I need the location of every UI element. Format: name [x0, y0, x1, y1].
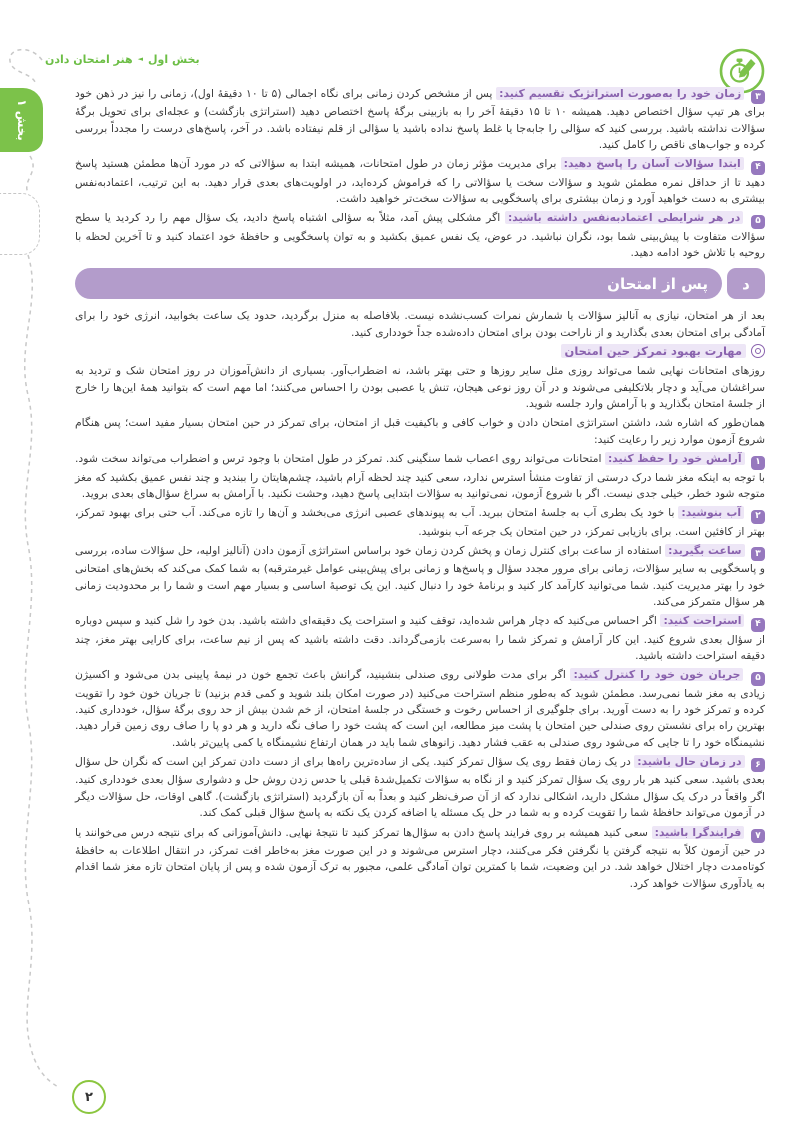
item-number-badge: ۱	[751, 456, 765, 470]
item-number-badge: ۳	[751, 90, 765, 104]
item-number-badge: ۵	[751, 672, 765, 686]
item-keyword: جریان خون خود را کنترل کنید:	[570, 668, 743, 681]
item-number-badge: ۶	[751, 758, 765, 772]
item-text: سعی کنید همیشه بر روی فرایند پاسخ دادن به سؤال‌ها تمرکز کنید تا نتیجهٔ نهایی. دانش‌آموزانی که برای نتیجه درس می‌خوانند یا در حین آزمون کلاً به نتیجه گرفتن یا نگرفتن فکر می‌کنند، دچار استرس می‌شوند و در این صورت مغز به‌خاطر افت تمرکز، در انتقال اطلاعات به حافظهٔ کوتاه‌مدت دچار اختلال خواهد شد. در این وضعیت، شما با کمترین توان آمادگی علمی، مجبور به ترک آزمون شده و پس از پایان امتحان تازه مغز شما اقدام به یادآوری سؤالات خواهد کرد.	[75, 825, 765, 890]
item-keyword: فرایندگرا باشید:	[652, 826, 745, 839]
item-keyword: آرامش خود را حفظ کنید:	[605, 452, 745, 465]
item-text: پس از مشخص کردن زمانی برای نگاه اجمالی (۵ تا ۱۰ دقیقهٔ اول)، زمانی را نیز در ذهن خود برای هر تیپ سؤال اختصاص دهید. همیشه ۱۰ تا ۱۵ دقیقهٔ آخر را به بازبینی برگهٔ پاسخ اختصاص دهید (استراتژی بازگشت) و عجله‌ای برای تحویل برگهٔ سؤالات نداشته باشید. بررسی کنید که سؤالی را جابه‌جا یا غلط پاسخ نداده باشید یا سؤالی از قلم نیفتاده باشد. در آخر، پاسخ‌های درست را مجدداً بررسی کرده و جواب‌های ناقص را کامل کنید.	[75, 87, 765, 152]
item-keyword: آب بنوشید:	[678, 506, 744, 519]
section-letter-badge: د	[727, 268, 765, 299]
tip-item	[75, 754, 765, 821]
part-tab-label: بخش ۱	[14, 99, 29, 141]
item-keyword: در زمان حال باشید:	[634, 755, 744, 768]
section-intro: بعد از هر امتحان، نیازی به آنالیز سؤالات یا شمارش نمرات کسب‌نشده نیست. بلافاصله به منزل برگردید، حدود یک ساعت بخوابید، انرژی خود را برای آمادگی برای امتحان بعدی بگذارید و از ناراحت بودن برای امتحان داده‌شده جداً خودداری کنید.	[75, 309, 765, 339]
tip-item	[75, 156, 765, 207]
item-keyword: استراحت کنید:	[660, 614, 744, 627]
item-number-badge: ۴	[751, 161, 765, 175]
item-keyword: زمان خود را به‌صورت استراتژیک تقسیم کنید:	[496, 87, 744, 100]
page-number-value: ۲	[85, 1089, 93, 1105]
item-keyword: ساعت بگیرید:	[665, 544, 744, 557]
item-number-badge: ۵	[751, 215, 765, 229]
tip-item	[75, 613, 765, 664]
item-text: با خود یک بطری آب به جلسهٔ امتحان ببرید. آب به پیوندهای عصبی انرژی می‌بخشد و آن‌ها را تازه می‌کند. آب حتی برای بهبود تمرکز، بهتر از کافئین است. برای بازیابی تمرکز، در حین امتحان یک جرعه آب بنوشید.	[75, 506, 765, 538]
tip-item	[75, 451, 765, 502]
page-number	[72, 1080, 106, 1114]
tip-item	[75, 825, 765, 892]
subheading	[75, 344, 765, 358]
item-number-badge: ۳	[751, 547, 765, 561]
section-title-pill	[75, 268, 722, 299]
running-head-title: هنر امتحان دادن	[45, 53, 133, 66]
section-header	[75, 268, 765, 299]
item-number-badge: ۴	[751, 618, 765, 632]
tip-item	[75, 543, 765, 610]
item-keyword: ابتدا سؤالات آسان را پاسخ دهید:	[561, 157, 744, 170]
item-text: در یک زمان فقط روی یک سؤال تمرکز کنید. یکی از ساده‌ترین راه‌ها برای از دست دادن تمرکز این است که نگران حل سؤال بعدی باشید. سعی کنید هر بار روی یک سؤال تمرکز کنید و از نگاه به سؤالات تکمیل‌شدهٔ قبلی یا حدس زدن روش حل و دشواری سؤال بعدی خودداری کنید. اگر واقعاً در درک یک سؤال مشکل دارید، اشکالی ندارد که از آن صرف‌نظر کنید و بعداً به آن بازگردید (استراتژی بازگشت). گاهی اوقات، حل سؤالات دیگر در آزمون می‌تواند حافظهٔ شما را تقویت کرده و به شما در حل یک مسئله یا اضافه کردن یک نکته به پاسخ سؤال قبلی کمک کند.	[75, 755, 765, 820]
part-tab	[0, 88, 43, 152]
tip-item	[75, 667, 765, 751]
item-text: برای مدیریت مؤثر زمان در طول امتحانات، همیشه ابتدا به سؤالاتی که در مورد آن‌ها مطمئن هستید پاسخ دهید تا از حداقل نمره مطمئن شوید و سؤالات سخت یا سؤالاتی را که فراموش کرده‌اید، در اولویت‌های بعدی قرار دهید. به این ترتیب، اعتمادبه‌نفس بیشتری به دست خواهید آورد و زمان بیشتری برای پاسخگویی به سؤالات سخت‌تر خواهید داشت.	[75, 157, 765, 206]
tip-item	[75, 210, 765, 261]
tip-item	[75, 86, 765, 153]
running-head	[45, 53, 200, 66]
item-text: اگر برای مدت طولانی روی صندلی بنشینید، گرانش باعث تجمع خون در نیمهٔ پایینی بدن می‌شود و اکسیژن زیادی به مغز شما نمی‌رسد. مطمئن شوید که به‌طور منظم استراحت می‌کنید (در صورت امکان بلند شوید و کمی قدم بزنید) تا جریان خون خود را تقویت کرده و تمرکز خود را به دست آورید. برای جلوگیری از احساس رخوت و خستگی در جلسهٔ امتحان، از خم شدن بیش از حد روی برگهٔ سؤال، خودداری کنید. بهترین راه برای نشستن روی صندلی حین امتحان یا پشت میز مطالعه، این است که پشت خود را صاف نگه دارید و هر دو پا را صاف روی زمین قرار دهید. نشیمنگاه خود را تا جایی که می‌شود روی صندلی به عقب فشار دهید. زانوهای شما باید در همان ارتفاع نشیمنگاه یا کمی پایین‌تر باشد.	[75, 668, 765, 749]
tip-item	[75, 505, 765, 540]
item-text: اگر مشکلی پیش آمد، مثلاً به سؤالی اشتباه پاسخ دادید، یک سؤال مهم را رد کردید یا سطح سؤالات متفاوت با پیش‌بینی شما بود، نگران نباشید. در عوض، یک نفس عمیق بکشید و به توان پاسخگویی و حافظهٔ خود اعتماد کنید و تا آخرین لحظه با روحیه با تلاش خود ادامه دهید.	[75, 211, 765, 260]
item-text: امتحانات می‌تواند روی اعصاب شما سنگینی کند. تمرکز در طول امتحان با وجود ترس و اضطراب می‌تواند سخت شود. با توجه به اینکه مغز شما درک درستی از تفاوت منشأ استرس ندارد، سعی کنید چند لحظه آرام باشید، چشم‌هایتان را ببندید و چند نفس عمیق بکشید که مغز متوجه شود خطر، خیلی جدی نیست. اگر با شروع آزمون، نمی‌توانید به سؤالات ابتدایی پاسخ دهید، وحشت نکنید. با آرامش به سراغ سؤال‌های بعدی بروید.	[75, 452, 765, 500]
page-content	[75, 86, 765, 895]
body-paragraph: همان‌طور که اشاره شد، داشتن استراتژی امتحان دادن و خواب کافی و باکیفیت قبل از امتحان، برای تمرکز در حین امتحان بسیار مفید است؛ پس هنگام شروع آزمون موارد زیر را رعایت کنید:	[75, 416, 765, 446]
item-keyword: در هر شرایطی اعتمادبه‌نفس داشته باشید:	[505, 211, 743, 224]
running-head-part: بخش اول	[147, 53, 200, 66]
subheading-label: مهارت بهبود تمرکز حین امتحان	[561, 344, 746, 358]
bullseye-icon	[751, 344, 765, 358]
section-title: پس از امتحان	[607, 274, 708, 293]
item-number-badge: ۲	[751, 510, 765, 524]
item-text: اگر احساس می‌کنید که دچار هراس شده‌اید، توقف کنید و استراحت یک دقیقه‌ای داشته باشید. بدن خود را شل کنید و سپس دوباره از سؤال بعدی شروع کنید. این کار آرامش و تمرکز شما را به‌سرعت بازمی‌گرداند. دقت داشته باشید که پس از نیم ساعت، برای کارایی بهتر مغز، چند دقیقه استراحت داشته باشید.	[75, 614, 765, 662]
item-text: استفاده از ساعت برای کنترل زمان و پخش کردن زمان خود براساس استراتژی آزمون دادن (آنالیز اولیه، حل سؤالات ساده، بررسی و پاسخگویی به سایر سؤالات، زمانی برای مرور مجدد سؤال و پاسخ‌ها و زمانی برای پیش‌بینی عوامل غیرمترقبه) به شما کمک می‌کند که بخش‌های امتحانی خود را بهتر مدیریت کنید. شما می‌توانید کارآمد کار کنید و برنامهٔ خود را دنبال کنید. این یک توصیهٔ اساسی و بسیار مهم است و شما را بر محدودیت زمانی هر سؤال متمرکز می‌کند.	[75, 543, 765, 608]
chevron-left-icon: ◄	[137, 55, 143, 63]
item-number-badge: ۷	[751, 829, 765, 843]
ghost-tab-outline	[0, 193, 40, 255]
body-paragraph: روزهای امتحانات نهایی شما می‌تواند روزی مثل سایر روزها و حتی بهتر باشد، نه اضطراب‌آور. بسیاری از دانش‌آموزان در روز امتحان شک و تردید به سراغشان می‌آید و دچار بلاتکلیفی می‌شوند و در آن روز نوعی هیجان، تنش یا عصبی بودن را احساس می‌کنند؛ اما مهم است که بتوانید همهٔ این‌ها را خارج از جلسهٔ امتحان بگذارید و با آرامش وارد جلسه شوید.	[75, 364, 765, 411]
